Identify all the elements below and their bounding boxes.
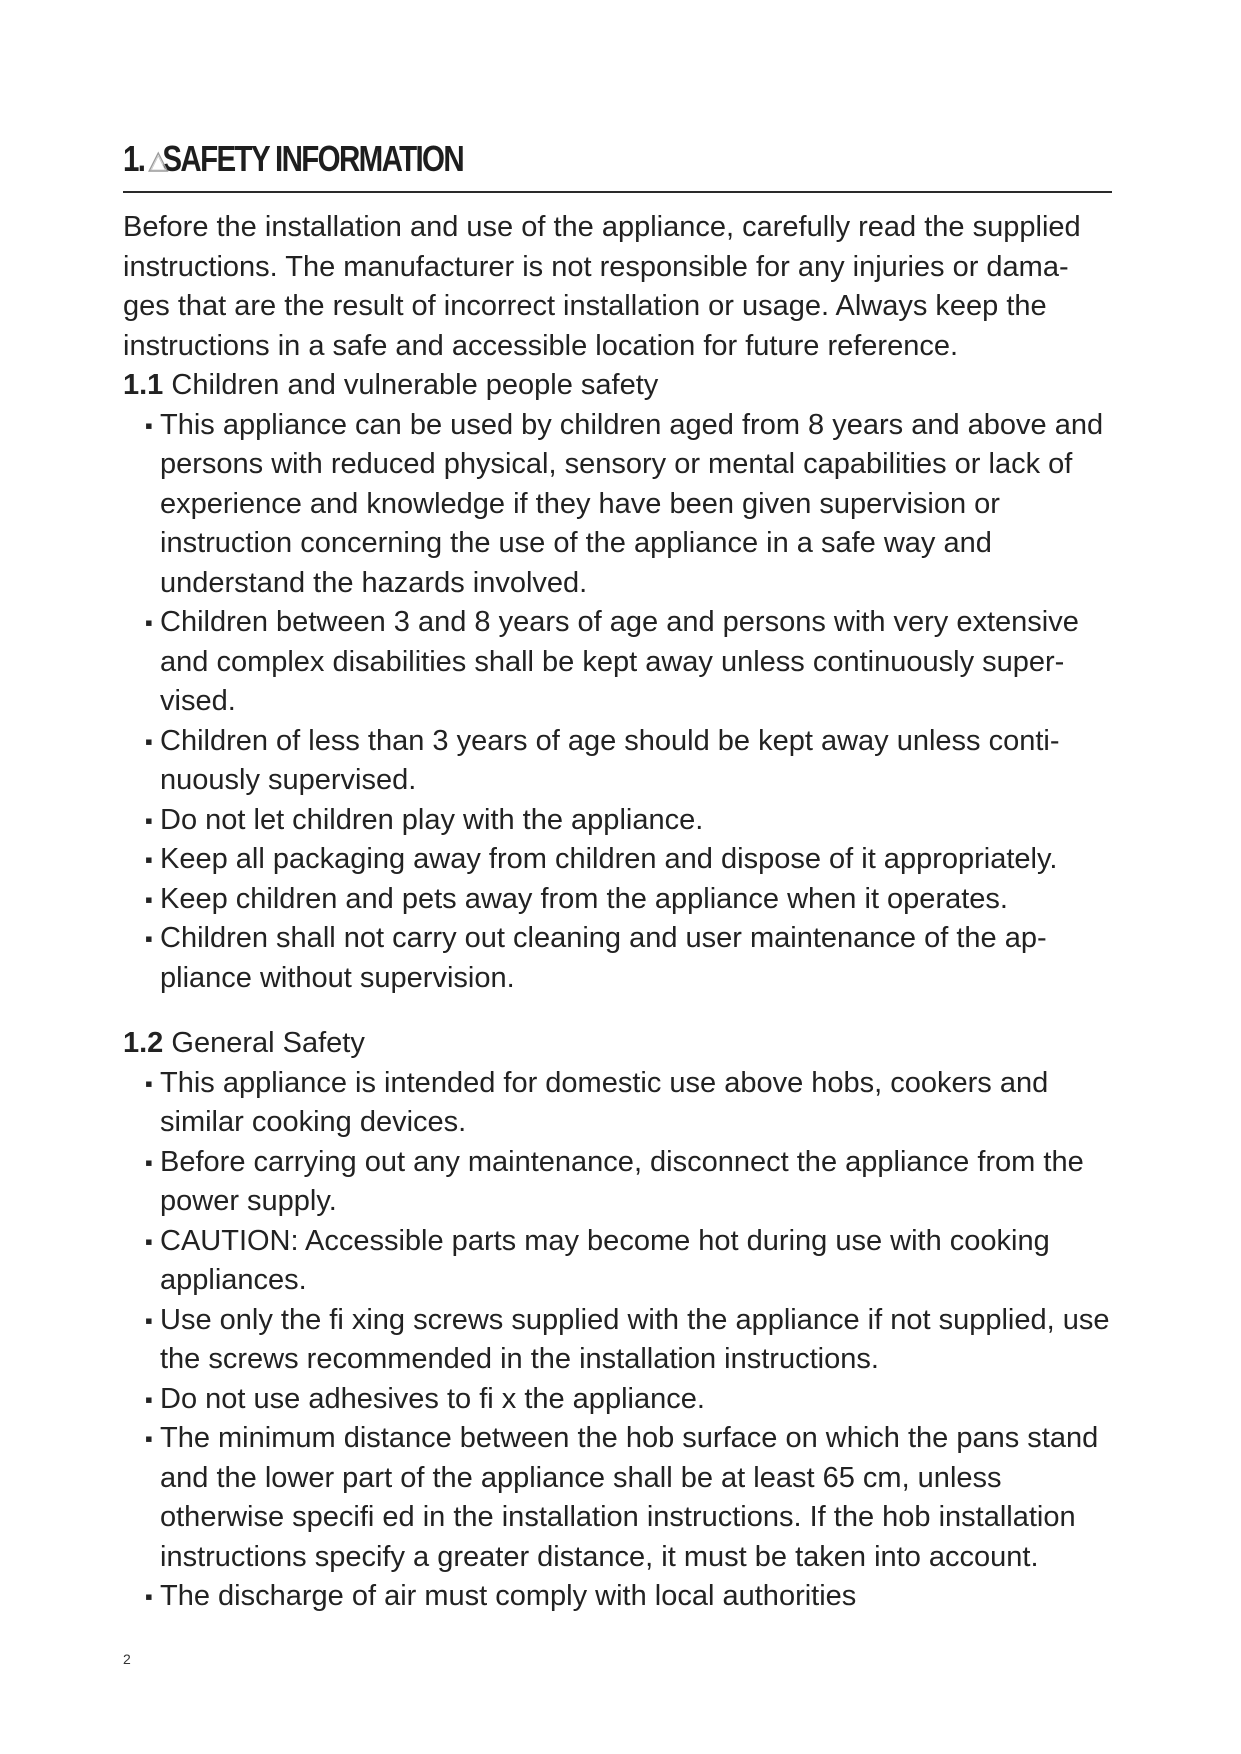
list-item: ▪ Keep children and pets away from the appliance when it operates. xyxy=(123,880,1120,920)
page-number: 2 xyxy=(123,1651,131,1667)
subsection-heading-children xyxy=(123,366,1123,406)
bullet-icon: ▪ xyxy=(145,807,153,833)
list-item: ▪ This appliance can be used by children aged from 8 years and above and persons with reduced physical, sensory or mental capabilities or lack of experience and knowledge if they have been given supervision or instruction concerning the use of the appliance in a safe way and understand the hazards involved. xyxy=(123,406,1120,604)
list-item: ▪ CAUTION: Accessible parts may become hot during use with cooking appliances. xyxy=(123,1222,1120,1301)
general-safety-list xyxy=(123,1064,1123,1617)
list-item: ▪ Children shall not carry out cleaning and user maintenance of the ap-pliance without supervision. xyxy=(123,919,1120,998)
warning-triangle-icon xyxy=(148,151,169,173)
list-item: ▪ Children between 3 and 8 years of age and persons with very extensive and complex disabilities shall be kept away unless continuously super-vised. xyxy=(123,603,1120,722)
heading-divider xyxy=(123,191,1112,193)
bullet-icon: ▪ xyxy=(145,1386,153,1412)
list-item: ▪ This appliance is intended for domestic use above hobs, cookers and similar cooking devices. xyxy=(123,1064,1120,1143)
bullet-icon: ▪ xyxy=(145,886,153,912)
bullet-icon: ▪ xyxy=(145,610,153,635)
bullet-icon: ▪ xyxy=(145,1228,153,1254)
section-title: SAFETY INFORMATION xyxy=(162,138,464,179)
list-item: ▪ Keep all packaging away from children and dispose of it appropriately. xyxy=(123,840,1120,880)
children-safety-list xyxy=(123,406,1123,999)
bullet-icon: ▪ xyxy=(145,1149,153,1175)
bullet-icon: ▪ xyxy=(145,1584,153,1609)
intro-paragraph: Before the installation and use of the appliance, carefully read the supplied instructions. The manufacturer is not responsible for any injuries or dama-ges that are the result of incorrect installation or usage. Always keep the instructions in a safe and accessible location for future reference. xyxy=(123,211,1081,362)
bullet-icon: ▪ xyxy=(145,847,153,872)
section-number: 1. xyxy=(123,138,145,179)
bullet-icon: ▪ xyxy=(145,1307,153,1333)
subsection-title: General Safety xyxy=(171,1027,365,1059)
section-heading xyxy=(123,138,463,180)
subsection-number: 1.2 xyxy=(123,1027,164,1059)
list-item: ▪ The minimum distance between the hob surface on which the pans stand and the lower part of the appliance shall be at least 65 cm, unless otherwise specifi ed in the installation instructions. If the hob installation instructions specify a greater distance, it must be taken into account. xyxy=(123,1419,1120,1577)
list-item: ▪ Do not let children play with the appliance. xyxy=(123,801,1120,841)
list-item: ▪ The discharge of air must comply with local authorities xyxy=(123,1577,1120,1617)
list-item: ▪ Do not use adhesives to fi x the appliance. xyxy=(123,1380,1120,1420)
bullet-icon: ▪ xyxy=(145,412,153,438)
subsection-title: Children and vulnerable people safety xyxy=(171,369,659,401)
document-body xyxy=(123,208,1123,1617)
list-item: ▪ Use only the fi xing screws supplied with the appliance if not supplied, use the screws recommended in the installation instructions. xyxy=(123,1301,1120,1380)
list-item: ▪ Children of less than 3 years of age should be kept away unless conti-nuously supervised. xyxy=(123,722,1120,801)
bullet-icon: ▪ xyxy=(145,1426,153,1451)
subsection-number: 1.1 xyxy=(123,369,164,401)
bullet-icon: ▪ xyxy=(145,926,153,951)
bullet-icon: ▪ xyxy=(145,1070,153,1096)
subsection-heading-general xyxy=(123,1024,1123,1064)
bullet-icon: ▪ xyxy=(145,728,153,754)
list-item: ▪ Before carrying out any maintenance, disconnect the appliance from the power supply. xyxy=(123,1143,1120,1222)
